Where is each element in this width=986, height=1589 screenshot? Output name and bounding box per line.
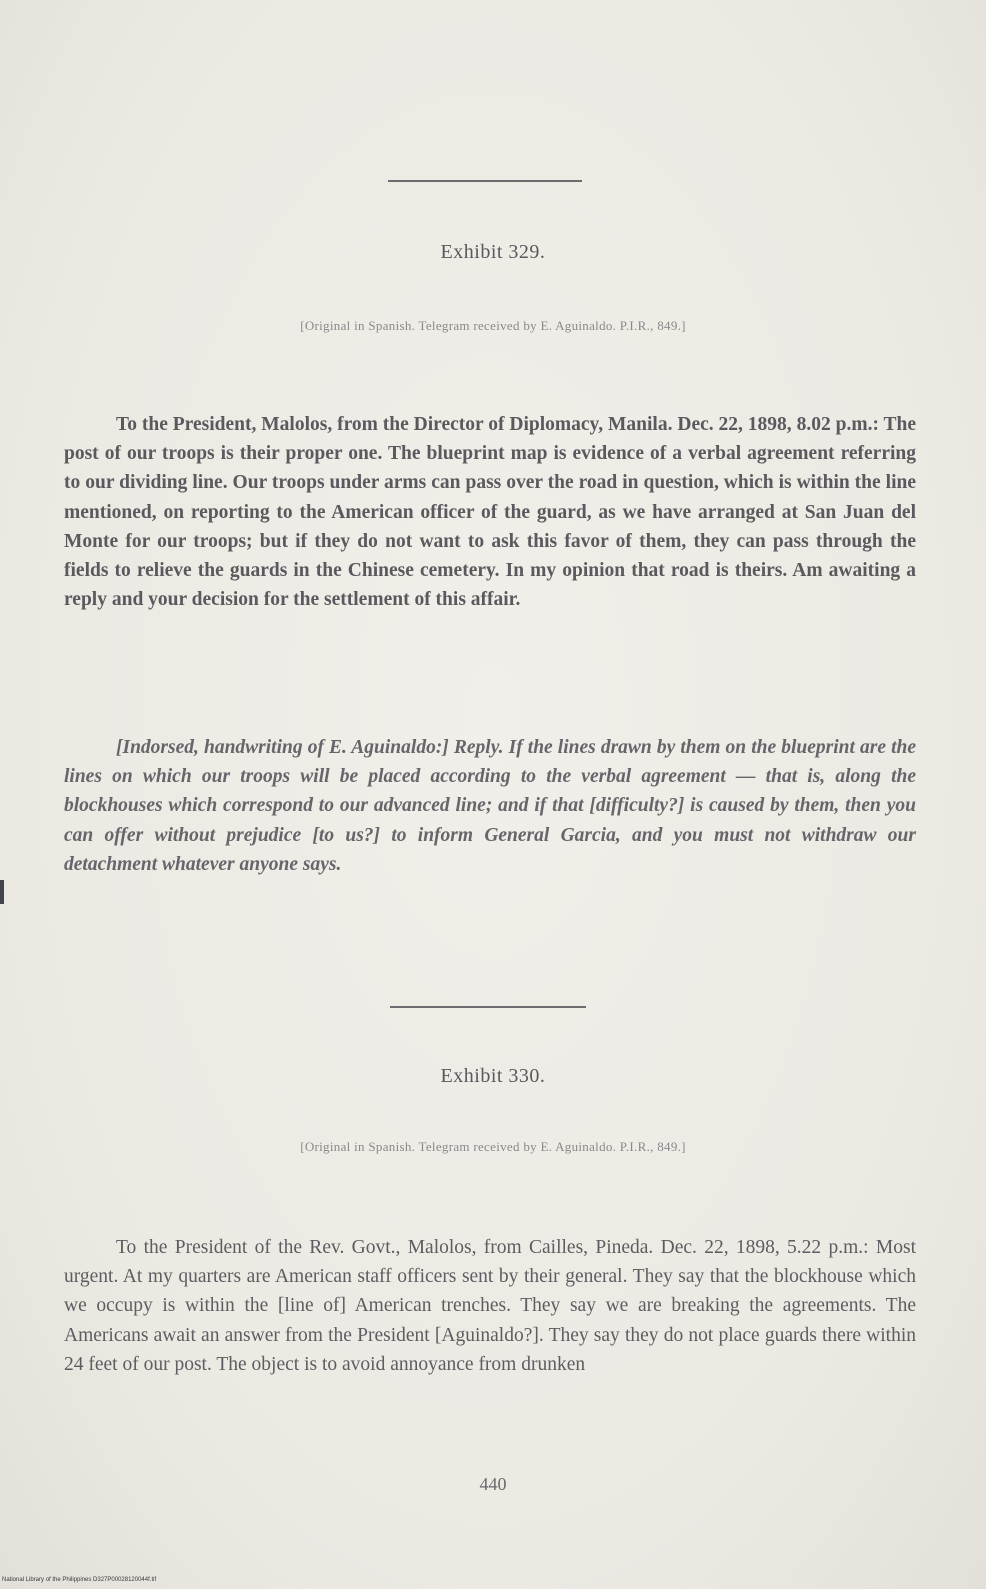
exhibit-329-title: Exhibit 329.	[440, 241, 546, 263]
exhibit-330-body	[64, 1233, 916, 1379]
exhibit-329-body	[64, 410, 916, 614]
section-divider	[390, 1006, 586, 1008]
exhibit-330-body-text: To the President of the Rev. Govt., Malolos, from Cailles, Pineda. Dec. 22, 1898, 5.22 p.m.: Most urgent. At my quarters are American staff officers sent by their general. They say that the blockhouse which we occupy is within the [line of] American trenches. They say we are breaking the agreements. The Americans await an answer from the President [Aguinaldo?]. They say they do not place guards there within 24 feet of our post. The object is to avoid annoyance from drunken	[64, 1237, 916, 1375]
exhibit-329-endorsement-text: [Indorsed, handwriting of E. Aguinaldo:] Reply. If the lines drawn by them on the blueprint are the lines on which our troops will be placed according to the verbal agreement — that is, along the blockhouses which correspond to our advanced line; and if that [difficulty?] is caused by them, then you can offer without prejudice [to us?] to inform General Garcia, and you must not withdraw our detachment whatever anyone says.	[64, 737, 916, 875]
exhibit-330-title: Exhibit 330.	[440, 1065, 546, 1087]
section-divider	[388, 180, 582, 182]
scan-credit-footer: National Library of the Philippines D327P00028120044f.tif	[2, 1577, 157, 1583]
exhibit-329-source-note: [Original in Spanish. Telegram received by E. Aguinaldo. P.I.R., 849.]	[300, 318, 686, 333]
exhibit-329-body-text: To the President, Malolos, from the Director of Diplomacy, Manila. Dec. 22, 1898, 8.02 p.m.: The post of our troops is their proper one. The blueprint map is evidence of a verbal agreement referring to our dividing line. Our troops under arms can pass over the road in question, which is within the line mentioned, on reporting to the American officer of the guard, as we have arranged at San Juan del Monte for our troops; but if they do not want to ask this favor of them, they can pass through the fields to relieve the guards in the Chinese cemetery. In my opinion that road is theirs. Am awaiting a reply and your decision for the settlement of this affair.	[64, 414, 916, 611]
exhibit-329-endorsement	[64, 733, 916, 879]
page-number: 440	[479, 1474, 507, 1494]
scan-edge-mark	[0, 880, 4, 904]
exhibit-330-source-note: [Original in Spanish. Telegram received by E. Aguinaldo. P.I.R., 849.]	[300, 1139, 686, 1154]
